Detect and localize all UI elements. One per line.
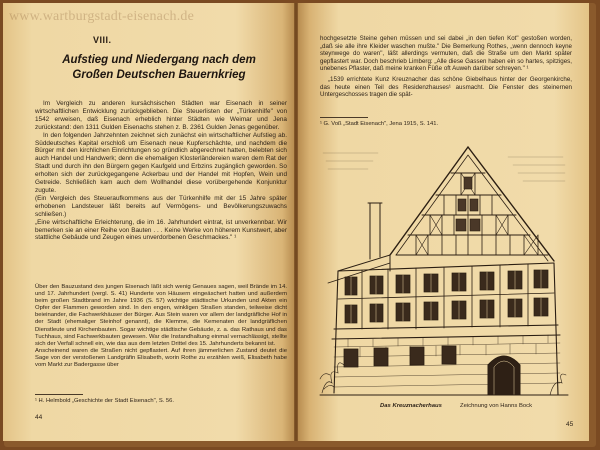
- paragraph: hochgesetzte Steine gehen müssen und sei dabei „in den tiefen Kot" gestoßen worden, „daß sie alle ihre Kleider waschen mußte." Die Bemerkung Rothes, „wenn dennoch keyne steynwege do waren", läßt allerdings vermuten, daß die Straße um den Markt später gepflastert war. Doch beschrieb Limberg: „Alle diese Gassen haben ein so hartes, spitziges, unebenes Pflaster, daß meine kranken Füße oft Auweh darüber schreyen." ¹: [320, 35, 572, 73]
- right-footnote: ¹ G. Voß „Stadt Eisenach", Jena 1915, S. 141.: [320, 121, 439, 127]
- footnote-rule: [320, 117, 368, 118]
- right-page: [298, 3, 589, 441]
- left-main-text: [35, 100, 287, 242]
- right-main-text: [320, 35, 572, 99]
- paragraph: „1539 errichtete Kunz Kreuznacher das schöne Giebelhaus hinter der Georgenkirche, das heute einen Teil des Residenzhauses¹ ausmacht. Die Fenster des steinernen Untergeschosses tragen die spät-: [320, 75, 572, 99]
- footnote-rule: [35, 394, 83, 395]
- left-page-number: 44: [35, 414, 43, 421]
- paragraph: Im Vergleich zu anderen kursächsischen Städten war Eisenach in seiner wirtschaftlichen Entwicklung zurückgeblieben. Die Steuerlisten der „Türkenhilfe" von 1542 erweisen, daß Eisenach erheblich hinter Städten wie Weimar und Jena zurückstand: den 1311 Gulden Eisenachs stehen z. B. 2361 Gulden Jenas gegenüber.: [35, 100, 287, 131]
- chapter-number: VIII.: [93, 35, 112, 45]
- left-footnote: ¹ H. Helmbold „Geschichte der Stadt Eisenach", S. 56.: [35, 398, 174, 404]
- illustration-credit: Zeichnung von Hanns Bock: [460, 403, 533, 409]
- quote-paragraph: „Eine wirtschaftliche Erleichterung, die im 16. Jahrhundert eintrat, ist unverkennbar. Wir bemerken sie an einer Reihe von Bauten . . . Keine Werke von höherem Kunstwert, aber stattliche Gebäude und Zeugen eines unverdorbenen Geschmackes." ¹: [35, 218, 287, 242]
- left-small-text: [35, 284, 287, 369]
- right-page-number: 45: [566, 421, 574, 428]
- illustration-caption: Das Kreuznacherhaus: [380, 403, 442, 409]
- paragraph: (Ein Vergleich des Steueraufkommens aus der Türkenhilfe mit der 15 Jahre später erhobenen Landsteuer läßt bereits auf Vermögens- und Bevölkerungszuwachs schließen.): [35, 194, 287, 218]
- paragraph: In den folgenden Jahrzehnten zeichnet sich zunächst ein wirtschaftlicher Aufstieg ab. Süddeutsches Kapital erschloß um Eisenach neue Kupferschächte, und nachdem die Bürger mit den kirchlichen Einrichtungen so gründlich abgerechnet hatten, belebten sich auch Handel und Handwerk; denn die ehemaligen Klosterländereien waren dem Rat der Stadt und durch ihn den Bürgern gegen Kaufgeld und Erbzins zugänglich geworden. So erholten sich der zurückgegangene Ackerbau und der Handel mit Hopfen, Wein und Getreide. Schließlich kam auch dem Wollhandel diese vorübergehende Konjunktur zugute.: [35, 131, 287, 194]
- paragraph: Über den Bauzustand des jungen Eisenach läßt sich wenig Genaues sagen, weil Brände im 14. und 17. Jahrhundert (vergl. S. 41) Hunderte von Häusern eingeäschert hatten und außerdem beim großen Stadtbrand im Jahre 1936 (S. 57) wichtige städtische Urkunden und Akten ein Opfer der Flammen geworden sind. In den engen, winkligen Straßen standen, teilweise dicht beieinander, die Fachwerkhäuser der Bürger. Aus Stein waren vor allem der landgräfliche Hof in der Stadt (ehemaliger Steinhof genannt), die Klemme, die Kemenaten der landgräflichen Dienstleute und Kirchenbauten. Sogar wichtige städtische Gebäude, z. a. das Rathaus und das Tuchhaus, sind Fachwerkbauten gewesen. War die Instandhaltung einmal vernachlässigt, stellte sich der Verfall schnell ein, wie das aus dem letzten Drittel des 15. Jahrhunderts bekannt ist.: [35, 284, 287, 347]
- chapter-title: Aufstieg und Niedergang nach dem Großen Deutschen Bauernkrieg: [62, 54, 256, 81]
- left-page: [3, 3, 294, 441]
- paragraph: Anscheinend waren die Straßen nicht gepflastert. Auf ihren jämmerlichen Zustand deutet die Sage von der verstoßenen Landgräfin Elisabeth, worin Rothe zu erzählen weiß, Elisabeth habe vom Markt zur Badergasse über: [35, 347, 287, 369]
- kreuznacherhaus-drawing: [318, 143, 570, 399]
- watermark: www.wartburgstadt-eisenach.de: [9, 9, 195, 24]
